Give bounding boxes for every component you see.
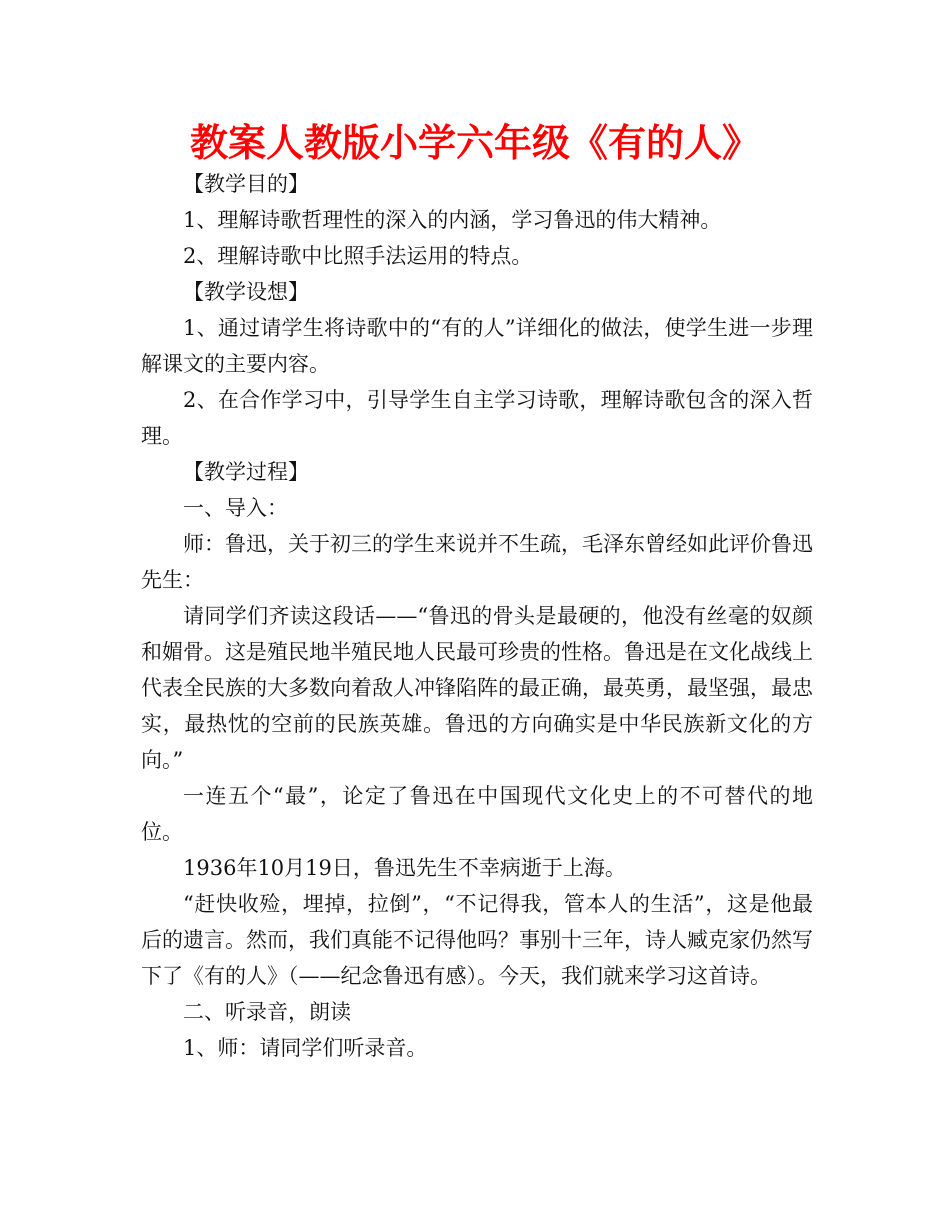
paragraph: “赶快收殓，埋掉，拉倒”，“不记得我，管本人的生活”，这是他最后的遗言。然而，我们真能不记得他吗？事别十三年，诗人臧克家仍然写下了《有的人》（——纪念鲁迅有感）。今天，我们就来学习这首诗。 (141, 892, 813, 988)
paragraph: 师：鲁迅，关于初三的学生来说并不生疏，毛泽东曾经如此评价鲁迅先生： (141, 532, 813, 592)
paragraph: 一连五个“最”，论定了鲁迅在中国现代文化史上的不可替代的地位。 (141, 784, 813, 844)
paragraph: 1、师：请同学们听录音。 (183, 1036, 428, 1060)
paragraph: 请同学们齐读这段话——“鲁迅的骨头是最硬的，他没有丝毫的奴颜和媚骨。这是殖民地半殖民地人民最可珍贵的性格。鲁迅是在文化战线上代表全民族的大多数向着敌人冲锋陷阵的最正确，最英勇，最坚强，最忠实，最热忱的空前的民族英雄。鲁迅的方向确实是中华民族新文化的方向。” (141, 604, 813, 772)
paragraph: 一、导入： (183, 496, 288, 520)
section-heading-process: 【教学过程】 (183, 460, 309, 484)
paragraph: 2、理解诗歌中比照手法运用的特点。 (183, 244, 533, 268)
document-title: 教案人教版小学六年级《有的人》 (189, 121, 760, 165)
paragraph: 1、理解诗歌哲理性的深入的内涵，学习鲁迅的伟大精神。 (183, 208, 722, 232)
paragraph: 1、通过请学生将诗歌中的“有的人”详细化的做法，使学生进一步理解课文的主要内容。 (141, 316, 813, 376)
paragraph: 2、在合作学习中，引导学生自主学习诗歌，理解诗歌包含的深入哲理。 (141, 388, 813, 448)
document-body (141, 166, 813, 1066)
paragraph: 二、听录音，朗读 (183, 1000, 351, 1024)
section-heading-objectives: 【教学目的】 (183, 172, 309, 196)
paragraph: 1936年10月19日，鲁迅先生不幸病逝于上海。 (183, 856, 626, 880)
section-heading-plan: 【教学设想】 (183, 280, 309, 304)
